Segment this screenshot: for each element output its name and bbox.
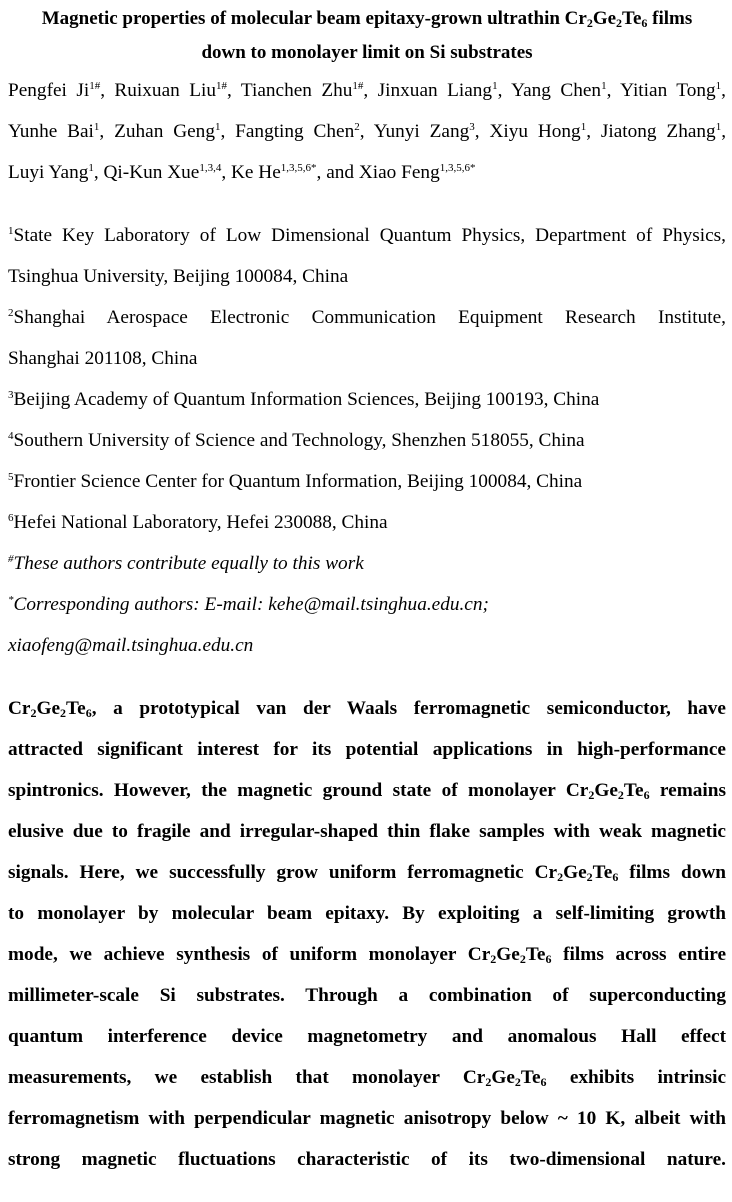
note-line	[8, 543, 726, 584]
title-line	[8, 36, 726, 70]
text-run: Ge	[496, 944, 520, 965]
superscript: 1	[580, 121, 587, 133]
text-run: Te	[66, 698, 86, 719]
text-run: Pengfei Ji	[8, 80, 90, 101]
text-run: to monolayer by molecular beam epitaxy. By exploiting a self-limiting growth	[8, 903, 726, 924]
text-run: , Ke He	[221, 162, 281, 183]
text-run: Yunhe Bai	[8, 121, 94, 142]
text-run: Ge	[491, 1067, 515, 1088]
subscript: 2	[586, 16, 593, 30]
text-run: , Ruixuan Liu	[100, 80, 216, 101]
abstract-line	[8, 934, 726, 975]
abstract-line	[8, 1016, 726, 1057]
text-run: Beijing Academy of Quantum Information Sciences, Beijing 100193, China	[13, 389, 600, 410]
text-run: , Jiatong Zhang	[586, 121, 716, 142]
text-run: Shanghai 201108, China	[8, 348, 198, 369]
subscript: 2	[485, 1075, 492, 1089]
text-run: , Tianchen Zhu	[226, 80, 353, 101]
text-run: signals. Here, we successfully grow uniform ferromagnetic Cr	[8, 862, 558, 883]
text-run: ,	[721, 80, 726, 101]
text-run: Te	[525, 944, 546, 965]
text-run: Ge	[592, 8, 617, 29]
note-line	[8, 625, 726, 666]
superscript: 2	[8, 307, 14, 319]
abstract-line	[8, 1139, 726, 1180]
subscript: 2	[490, 952, 497, 966]
superscript: 1	[8, 225, 14, 237]
text-run: Ge	[594, 780, 618, 801]
superscript: #	[8, 553, 14, 565]
subscript: 2	[519, 952, 526, 966]
text-run: Magnetic properties of molecular beam epitaxy-grown ultrathin Cr	[41, 8, 587, 29]
affiliation-list	[8, 215, 726, 543]
subscript: 2	[557, 870, 564, 884]
text-run: ferromagnetism with perpendicular magnetic anisotropy below ~ 10 K, albeit with	[8, 1108, 726, 1129]
text-run: Cr	[8, 698, 31, 719]
superscript: 4	[8, 430, 14, 442]
text-run: , Jinxuan Liang	[363, 80, 493, 101]
abstract-line	[8, 975, 726, 1016]
superscript: 1	[601, 80, 607, 92]
text-run: , Xiyu Hong	[474, 121, 581, 142]
text-run: Luyi Yang	[8, 162, 89, 183]
subscript: 2	[616, 16, 623, 30]
superscript: 1#	[89, 80, 101, 92]
text-run: quantum interference device magnetometry and anomalous Hall effect	[8, 1026, 726, 1047]
text-run: Ge	[563, 862, 587, 883]
text-run: Ge	[36, 698, 61, 719]
abstract-line	[8, 688, 726, 729]
superscript: 1#	[352, 80, 364, 92]
affiliation-line	[8, 502, 726, 543]
subscript: 6	[540, 1075, 547, 1089]
text-run: These authors contribute equally to this work	[13, 553, 364, 574]
subscript: 6	[545, 952, 552, 966]
author-line	[8, 152, 726, 193]
author-line	[8, 111, 726, 152]
text-run: Te	[622, 8, 642, 29]
affiliation-line	[8, 420, 726, 461]
text-run: , a prototypical van der Waals ferromagnetic semiconductor, have	[91, 698, 726, 719]
subscript: 2	[617, 788, 624, 802]
abstract-line	[8, 729, 726, 770]
affiliation-line	[8, 379, 726, 420]
superscript: 1	[715, 121, 722, 133]
text-run: films down	[618, 862, 726, 883]
text-run: Te	[592, 862, 613, 883]
text-run: films	[647, 8, 693, 29]
superscript: 3	[469, 121, 475, 133]
text-run: attracted significant interest for its potential applications in high-performance	[8, 739, 726, 760]
note-line	[8, 584, 726, 625]
author-list	[8, 70, 726, 193]
text-run: elusive due to fragile and irregular-shaped thin flake samples with weak magnetic	[8, 821, 726, 842]
text-run: Frontier Science Center for Quantum Information, Beijing 100084, China	[13, 471, 583, 492]
superscript: *	[8, 594, 14, 606]
text-run: exhibits intrinsic	[546, 1067, 727, 1088]
text-run: , Yang Chen	[497, 80, 602, 101]
abstract-line	[8, 1057, 726, 1098]
paper-page	[0, 2, 732, 1180]
text-run: Corresponding authors: E-mail: kehe@mail.tsinghua.edu.cn;	[13, 594, 489, 615]
superscript: 1,3,4	[199, 162, 222, 174]
abstract-line	[8, 1098, 726, 1139]
affiliation-line	[8, 338, 726, 379]
superscript: 3	[8, 389, 14, 401]
text-run: down to monolayer limit on Si substrates	[201, 42, 533, 63]
text-run: , Fangting Chen	[220, 121, 355, 142]
affiliation-line	[8, 461, 726, 502]
author-notes	[8, 543, 726, 666]
subscript: 2	[586, 870, 593, 884]
superscript: 1	[88, 162, 94, 174]
subscript: 2	[514, 1075, 521, 1089]
text-run: Hefei National Laboratory, Hefei 230088, China	[13, 512, 388, 533]
subscript: 6	[612, 870, 619, 884]
superscript: 5	[8, 471, 14, 483]
paper-title	[8, 2, 726, 70]
text-run: , Yitian Tong	[606, 80, 716, 101]
text-run: mode, we achieve synthesis of uniform monolayer Cr	[8, 944, 491, 965]
text-run: spintronics. However, the magnetic ground state of monolayer Cr	[8, 780, 589, 801]
text-run: remains	[649, 780, 726, 801]
superscript: 1	[214, 121, 221, 133]
superscript: 1,3,5,6*	[280, 162, 317, 174]
subscript: 2	[60, 706, 67, 720]
superscript: 1,3,5,6*	[439, 162, 476, 174]
text-run: Te	[623, 780, 644, 801]
subscript: 6	[85, 706, 92, 720]
affiliation-line	[8, 297, 726, 338]
text-run: ,	[721, 121, 727, 142]
superscript: 1	[492, 80, 498, 92]
superscript: 1	[93, 121, 100, 133]
superscript: 1#	[215, 80, 227, 92]
abstract-line	[8, 893, 726, 934]
abstract-line	[8, 770, 726, 811]
text-run: Southern University of Science and Technology, Shenzhen 518055, China	[13, 430, 585, 451]
superscript: 1	[715, 80, 722, 92]
abstract	[8, 688, 726, 1180]
author-line	[8, 70, 726, 111]
affiliation-line	[8, 256, 726, 297]
text-run: strong magnetic fluctuations characteristic of its two-dimensional nature.	[8, 1149, 726, 1170]
abstract-line	[8, 811, 726, 852]
text-run: , and Xiao Feng	[316, 162, 440, 183]
text-run: films across entire	[551, 944, 726, 965]
subscript: 6	[643, 788, 650, 802]
text-run: , Zuhan Geng	[99, 121, 215, 142]
superscript: 2	[354, 121, 360, 133]
text-run: State Key Laboratory of Low Dimensional Quantum Physics, Department of Physics,	[13, 225, 726, 246]
subscript: 2	[30, 706, 37, 720]
text-run: , Yunyi Zang	[359, 121, 470, 142]
text-run: Shanghai Aerospace Electronic Communication Equipment Research Institute,	[13, 307, 726, 328]
text-run: , Qi-Kun Xue	[93, 162, 200, 183]
abstract-line	[8, 852, 726, 893]
superscript: 6	[8, 512, 14, 524]
text-run: xiaofeng@mail.tsinghua.edu.cn	[8, 635, 254, 656]
affiliation-line	[8, 215, 726, 256]
text-run: Tsinghua University, Beijing 100084, China	[8, 266, 349, 287]
title-line	[8, 2, 726, 36]
text-run: Te	[520, 1067, 541, 1088]
text-run: measurements, we establish that monolayer Cr	[8, 1067, 486, 1088]
subscript: 2	[588, 788, 595, 802]
text-run: millimeter-scale Si substrates. Through a combination of superconducting	[8, 985, 726, 1006]
subscript: 6	[641, 16, 648, 30]
